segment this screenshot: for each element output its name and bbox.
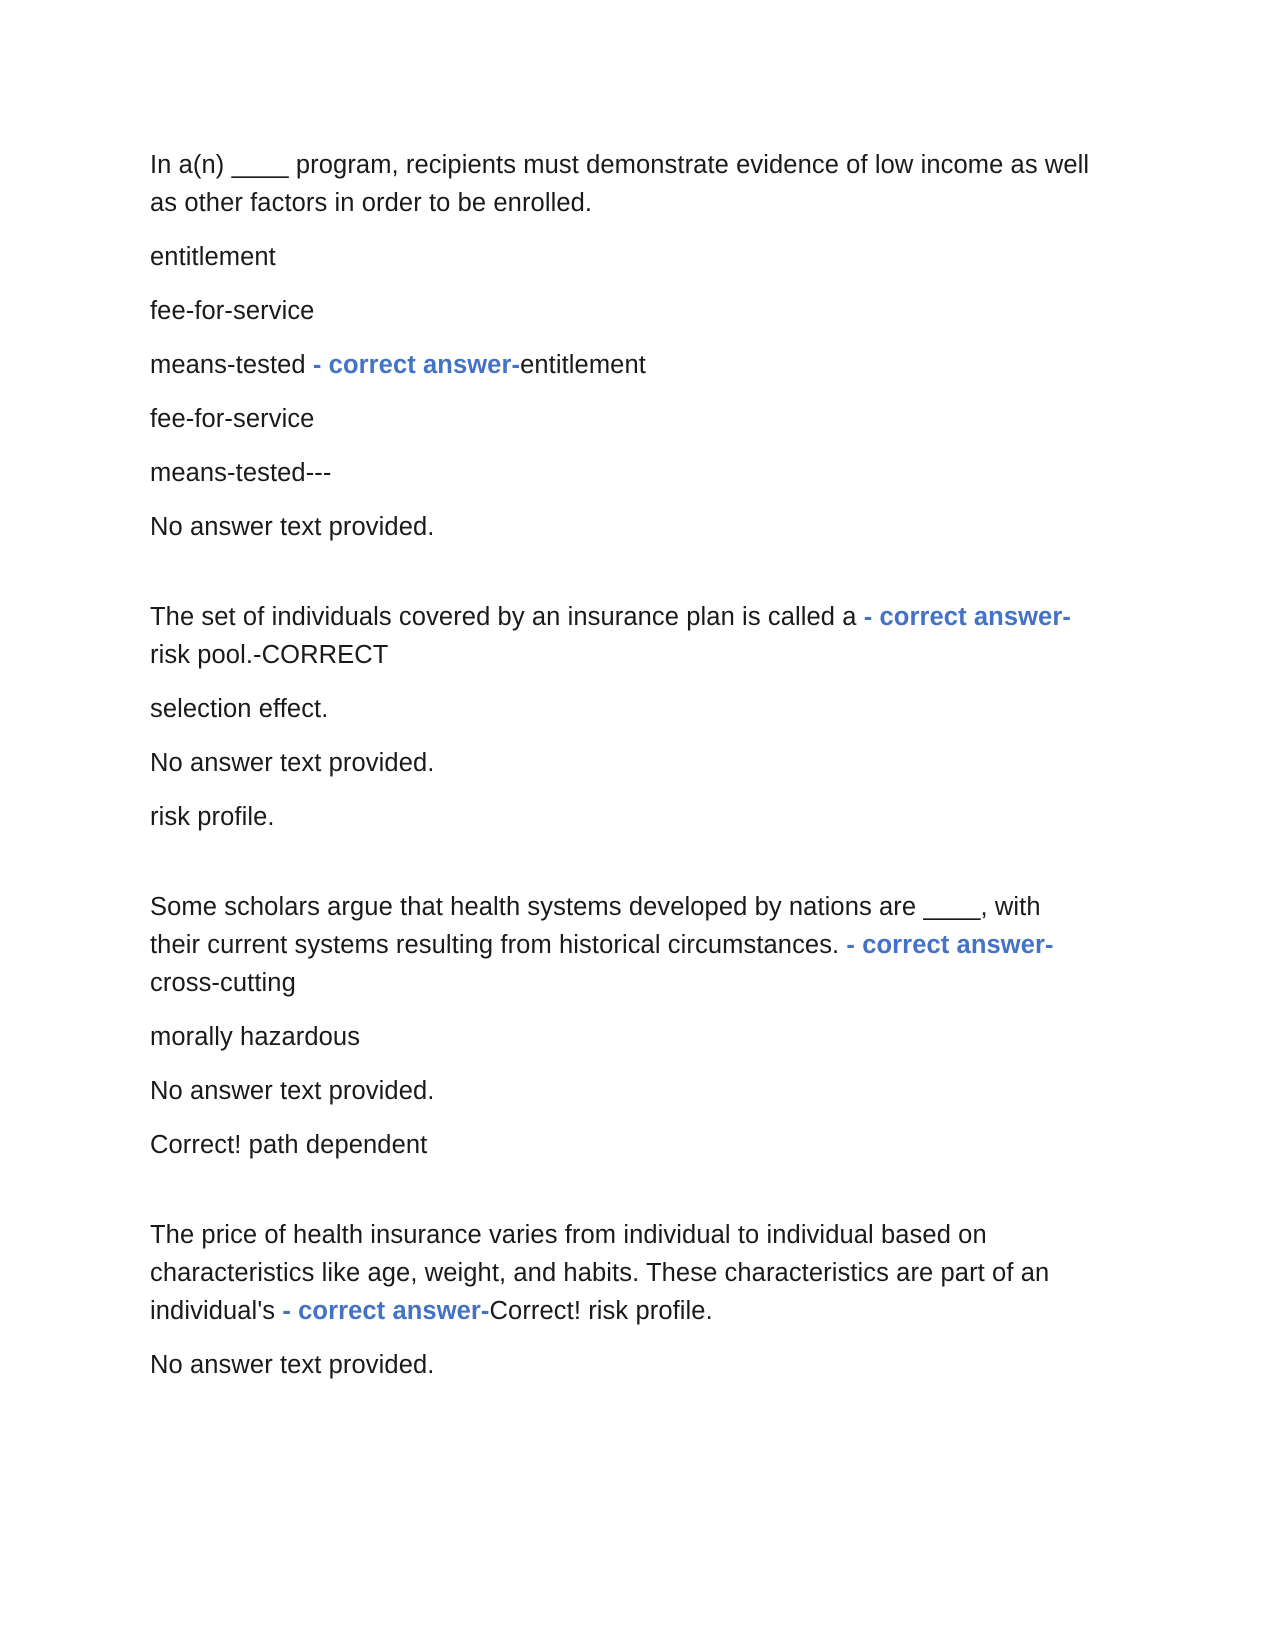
question-text: Some scholars argue that health systems developed by nations are ____, with their current systems resulting from historical circumstances. <box>150 893 1041 959</box>
correct-answer-marker: - correct answer- <box>282 1297 490 1325</box>
question-block <box>150 1216 1095 1384</box>
answer-option: morally hazardous <box>150 1023 361 1051</box>
answer-option: entitlement <box>150 243 276 271</box>
correct-answer-text: cross-cutting <box>150 969 296 997</box>
answer-option: No answer text provided. <box>150 513 435 541</box>
question-text: The set of individuals covered by an insurance plan is called a <box>150 603 864 631</box>
answer-option: Correct! path dependent <box>150 1131 428 1159</box>
question-block <box>150 598 1095 836</box>
answer-option-text: means-tested <box>150 351 313 379</box>
spacer <box>150 1180 1095 1216</box>
answer-option: No answer text provided. <box>150 1351 435 1379</box>
answer-option: No answer text provided. <box>150 1077 435 1105</box>
question-block <box>150 146 1095 546</box>
question-prompt <box>150 598 1095 674</box>
correct-answer-marker: - correct answer- <box>846 931 1054 959</box>
correct-answer-text: Correct! risk profile. <box>489 1297 713 1325</box>
correct-answer-marker: - correct answer- <box>312 351 521 379</box>
spacer <box>150 562 1095 598</box>
answer-option: fee-for-service <box>150 297 315 325</box>
answer-option: risk profile. <box>150 803 275 831</box>
question-prompt: In a(n) ____ program, recipients must demonstrate evidence of low income as well as other factors in order to be enrolled. <box>150 151 1090 217</box>
question-block <box>150 888 1095 1164</box>
question-text: The price of health insurance varies from individual to individual based on characteristics like age, weight, and habits. These characteristics are part of an individual's <box>150 1221 1050 1325</box>
answer-option-marked <box>150 346 1095 384</box>
document-content <box>150 146 1095 1400</box>
question-prompt <box>150 888 1095 1002</box>
correct-answer-text: risk pool.-CORRECT <box>150 641 389 669</box>
answer-option: means-tested--- <box>150 459 332 487</box>
correct-answer-marker: - correct answer- <box>863 603 1071 631</box>
answer-option: selection effect. <box>150 695 329 723</box>
spacer <box>150 852 1095 888</box>
correct-answer-text: entitlement <box>520 351 646 379</box>
answer-option: No answer text provided. <box>150 749 435 777</box>
answer-option: fee-for-service <box>150 405 315 433</box>
question-prompt <box>150 1216 1095 1330</box>
